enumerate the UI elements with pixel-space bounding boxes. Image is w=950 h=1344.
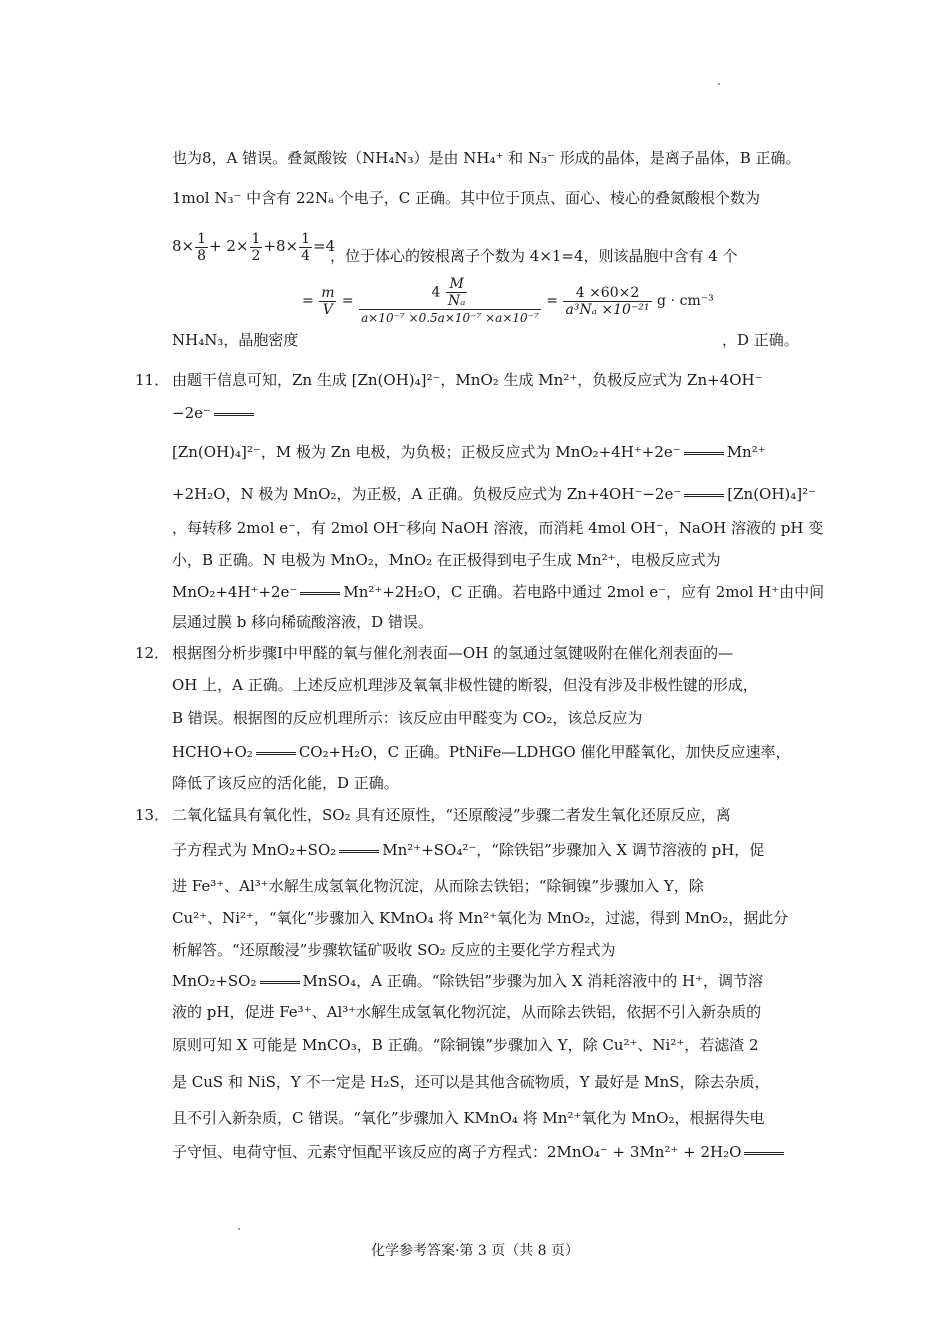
text-line: 子方程式为 MnO₂+SO₂ Mn²⁺+SO₄²⁻，“除铁铝”步骤加入 X 调节溶液的 pH，促 bbox=[172, 841, 765, 859]
text-line: 根据图分析步骤Ⅰ中甲醛的氧与催化剂表面—OH 的氢通过氢键吸附在催化剂表面的— bbox=[172, 644, 734, 662]
text-line: ，D 正确。 bbox=[722, 331, 799, 349]
text-line: [Zn(OH)₄]²⁻，M 极为 Zn 电极，为负极；正极反应式为 MnO₂+4H⁺+2e⁻ Mn²⁺ bbox=[172, 443, 766, 461]
text-line: 1mol N₃⁻ 中含有 22Nₐ 个电子，C 正确。其中位于顶点、面心、棱心的叠氮酸根个数为 bbox=[172, 189, 760, 207]
text-line: 原则可知 X 可能是 MnCO₃，B 正确。“除铜镍”步骤加入 Y，除 Cu²⁺、Ni²⁺，若滤渣 2 bbox=[172, 1036, 759, 1054]
text-line: HCHO+O₂ CO₂+H₂O，C 正确。PtNiFe—LDHGO 催化甲醛氧化，加快反应速率， bbox=[172, 743, 791, 761]
text-line: ，每转移 2mol e⁻，有 2mol OH⁻移向 NaOH 溶液，而消耗 4mol OH⁻，NaOH 溶液的 pH 变 bbox=[172, 519, 824, 537]
text-line: 液的 pH，促进 Fe³⁺、Al³⁺水解生成氢氧化物沉淀，从而除去铁铝，依据不引入新杂质的 bbox=[172, 1003, 762, 1021]
question-number: 12． bbox=[135, 644, 170, 662]
scan-dot bbox=[718, 83, 720, 85]
text-line: B 错误。根据图的反应机理所示：该反应由甲醛变为 CO₂，该总反应为 bbox=[172, 709, 643, 727]
page-footer: 化学参考答案·第 3 页（共 8 页） bbox=[370, 1243, 580, 1259]
text-line: 由题干信息可知，Zn 生成 [Zn(OH)₄]²⁻，MnO₂ 生成 Mn²⁺，负极反应式为 Zn+4OH⁻ bbox=[172, 371, 763, 389]
text-line: 子守恒、电荷守恒、元素守恒配平该反应的离子方程式：2MnO₄⁻ + 3Mn²⁺ + 2H₂O bbox=[172, 1140, 815, 1164]
text-line: 二氧化锰具有氧化性，SO₂ 具有还原性，“还原酸浸”步骤二者发生氧化还原反应，离 bbox=[172, 806, 731, 824]
text-line: OH 上，A 正确。上述反应机理涉及氧氧非极性键的断裂，但没有涉及非极性键的形成， bbox=[172, 676, 758, 694]
text-line: NH₄N₃，晶胞密度 bbox=[172, 331, 299, 349]
text-line: 进 Fe³⁺、Al³⁺水解生成氢氧化物沉淀，从而除去铁铝；“除铜镍”步骤加入 Y，除 bbox=[172, 877, 704, 895]
text-line: −2e⁻ bbox=[172, 401, 815, 425]
density-formula: = $\frac{m}{V}$ = 4 $\frac{M}{\text{Nₐ}}$ a×10⁻⁷ ×0.5a×10⁻⁷ ×a×10⁻⁷ = $\frac{4 \times 60\times 2}{\text{a³Nₐ ×10⁻²¹}}$ g ⋅ cm⁻³ bbox=[302, 276, 714, 325]
text-line: 层通过膜 b 移向稀硫酸溶液，D 错误。 bbox=[172, 613, 433, 631]
text-line: 小，B 正确。N 电极为 MnO₂，MnO₂ 在正极得到电子生成 Mn²⁺，电极反应式为 bbox=[172, 551, 721, 569]
text-line: +2H₂O，N 极为 MnO₂，为正极，A 正确。负极反应式为 Zn+4OH⁻−2e⁻ [Zn(OH)₄]²⁻ bbox=[172, 485, 817, 503]
text-line: 是 CuS 和 NiS，Y 不一定是 H₂S，还可以是其他含硫物质，Y 最好是 MnS，除去杂质， bbox=[172, 1073, 770, 1091]
formula-count: 8× $\frac{1}{8}$ + 2× $\frac{1}{2}$ +8× $\frac{1}{4}$ =4 bbox=[172, 230, 336, 264]
text-line: Cu²⁺、Ni²⁺，“氧化”步骤加入 KMnO₄ 将 Mn²⁺氧化为 MnO₂，过滤，得到 MnO₂，据此分 bbox=[172, 909, 789, 927]
text-line: MnO₂+SO₂ MnSO₄，A 正确。“除铁铝”步骤为加入 X 消耗溶液中的 H⁺，调节溶 bbox=[172, 972, 764, 990]
text-line: 降低了该反应的活化能，D 正确。 bbox=[172, 774, 399, 792]
scan-dot bbox=[238, 1228, 240, 1230]
text-line: 析解答。“还原酸浸”步骤软锰矿吸收 SO₂ 反应的主要化学方程式为 bbox=[172, 941, 616, 959]
text-line: MnO₂+4H⁺+2e⁻ Mn²⁺+2H₂O，C 正确。若电路中通过 2mol e⁻，应有 2mol H⁺由中间 bbox=[172, 583, 825, 601]
question-number: 11． bbox=[135, 371, 170, 389]
text-line: ，位于体心的铵根离子个数为 4×1=4，则该晶胞中含有 4 个 bbox=[330, 247, 738, 265]
text-line: 且不引入新杂质，C 错误。“氧化”步骤加入 KMnO₄ 将 Mn²⁺氧化为 MnO₂，根据得失电 bbox=[172, 1109, 765, 1127]
text-line: 也为8，A 错误。叠氮酸铵（NH₄N₃）是由 NH₄⁺ 和 N₃⁻ 形成的晶体，是离子晶体，B 正确。 bbox=[172, 149, 801, 167]
question-number: 13． bbox=[135, 806, 170, 824]
